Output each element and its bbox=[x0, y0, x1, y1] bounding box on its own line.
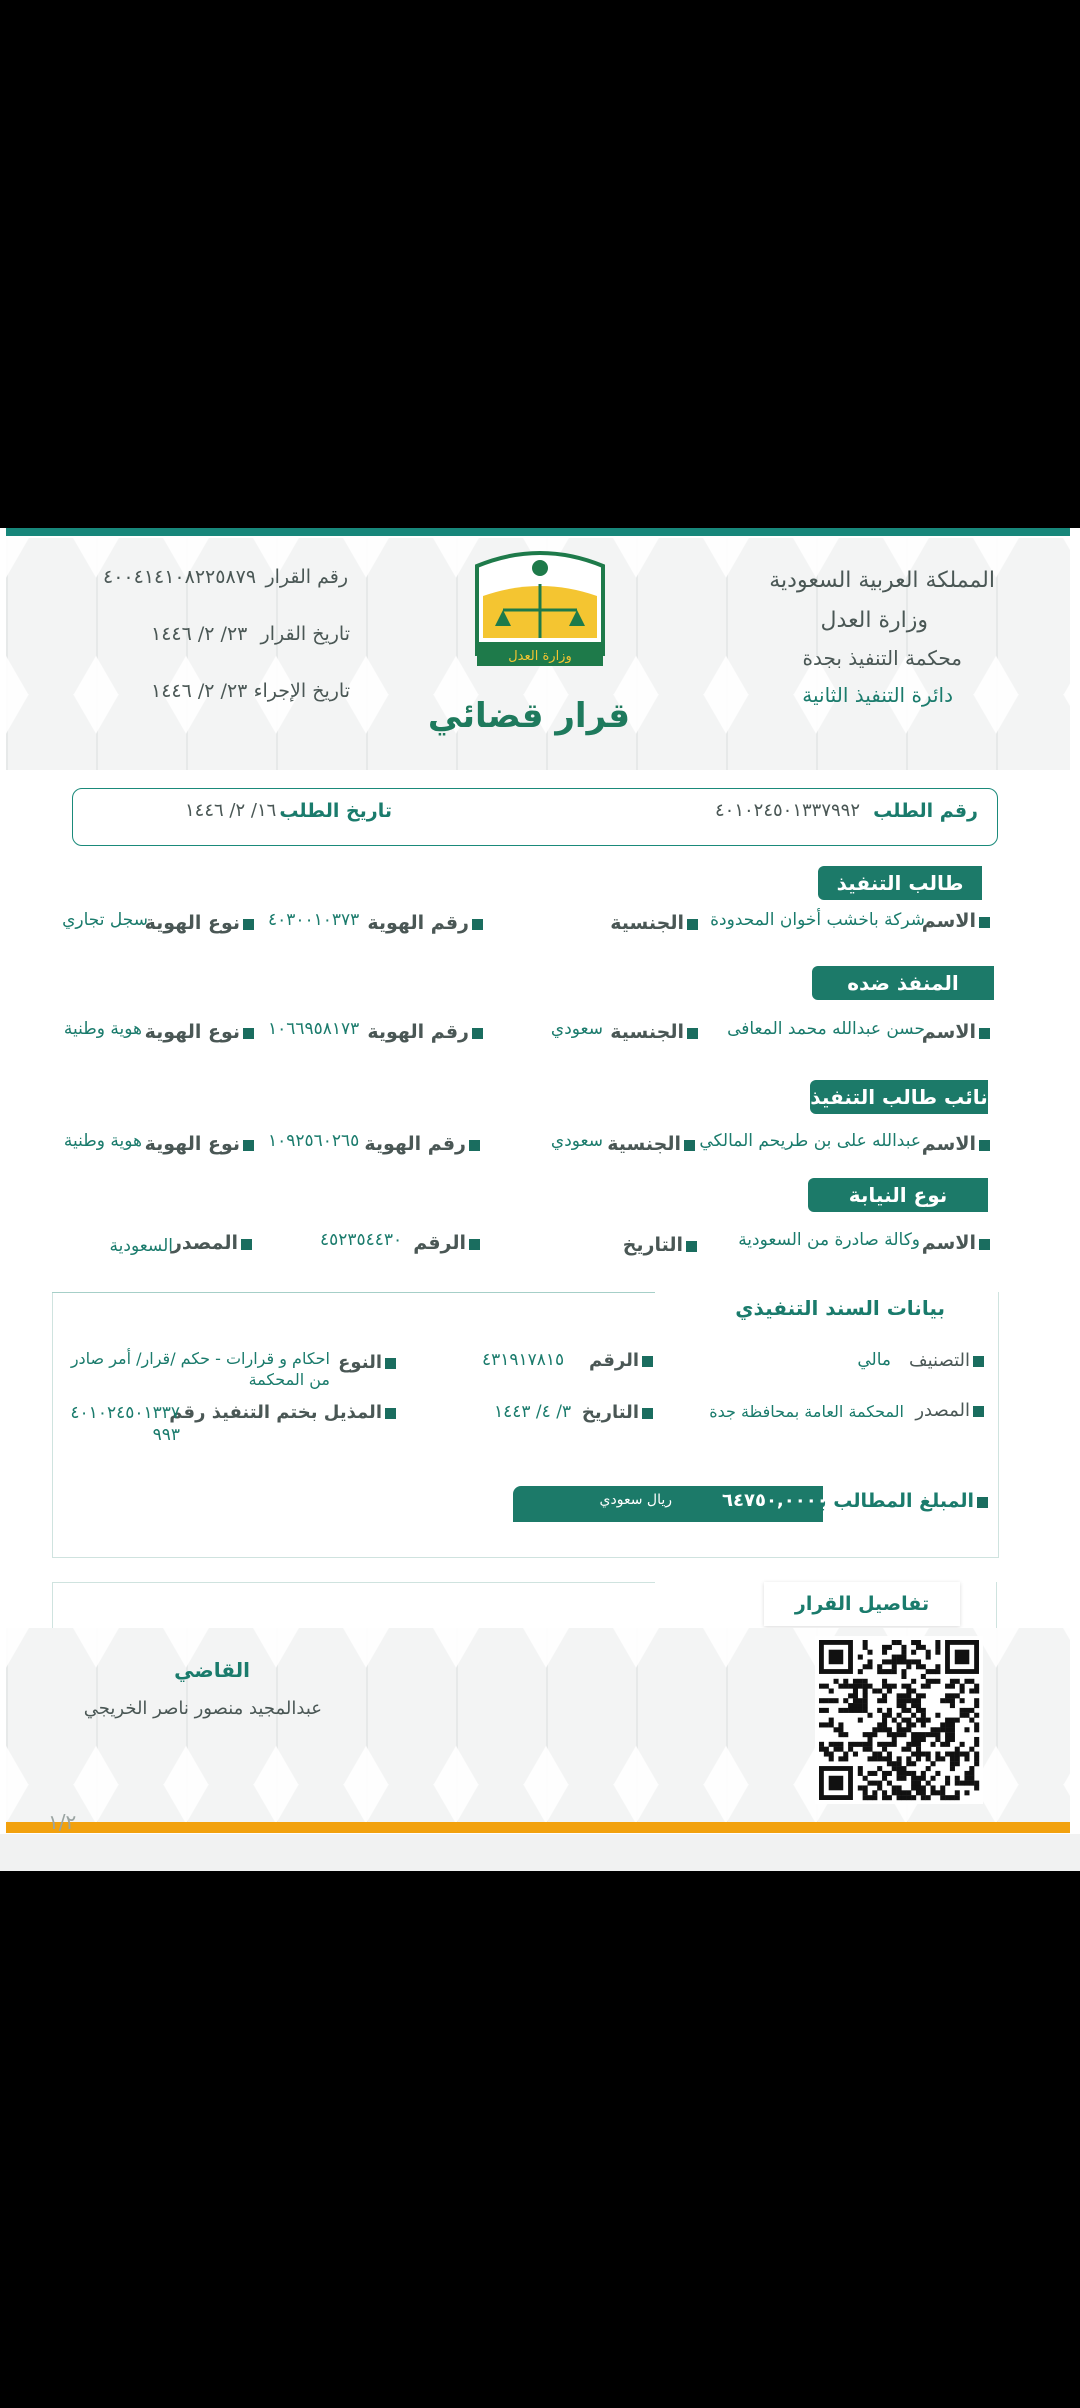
bullet-icon bbox=[243, 1140, 254, 1151]
deputy-id-row: رقم الهوية bbox=[364, 1133, 480, 1155]
court-name: محكمة التنفيذ بجدة bbox=[802, 646, 962, 670]
bond-number-row: الرقم bbox=[589, 1350, 653, 1371]
bullet-icon bbox=[472, 1028, 483, 1039]
applicant-name-row: الاسم bbox=[922, 910, 990, 932]
procedure-date-label: تاريخ الإجراء bbox=[253, 680, 350, 702]
defendant-id: ١٠٦٦٩٥٨١٧٣ bbox=[268, 1019, 360, 1039]
page-bottom-strip bbox=[0, 1834, 1080, 1871]
applicant-idtype-row: نوع الهوية bbox=[145, 912, 254, 934]
amount-currency: ريال سعودي bbox=[599, 1492, 672, 1508]
country-name: المملكة العربية السعودية bbox=[769, 568, 995, 593]
bond-class-row: التصنيف bbox=[909, 1350, 984, 1371]
bullet-icon bbox=[979, 1140, 990, 1151]
logo-text: وزارة العدل bbox=[508, 649, 572, 664]
decision-date-value: ٢٣/ ٢/ ١٤٤٦ bbox=[151, 623, 248, 645]
bullet-icon bbox=[385, 1358, 396, 1369]
decision-tab: تفاصيل القرار bbox=[764, 1582, 960, 1626]
bullet-icon bbox=[973, 1356, 984, 1367]
deputy-name: عبدالله على بن طريحم المالكي bbox=[699, 1131, 921, 1151]
bullet-icon bbox=[979, 1028, 990, 1039]
defendant-name-row: الاسم bbox=[922, 1021, 990, 1043]
bullet-icon bbox=[243, 919, 254, 930]
deputy-nationality: سعودي bbox=[550, 1131, 603, 1151]
section-applicant: طالب التنفيذ bbox=[818, 866, 982, 900]
bottom-gold-bar bbox=[6, 1822, 1070, 1833]
applicant-idtype: سجل تجاري bbox=[62, 910, 148, 930]
bond-type-row: النوع bbox=[338, 1352, 396, 1373]
bullet-icon bbox=[977, 1497, 988, 1508]
request-no-label: رقم الطلب bbox=[873, 800, 978, 822]
bullet-icon bbox=[469, 1239, 480, 1250]
rep-source: السعودية bbox=[109, 1236, 173, 1256]
bond-number: ٤٣١٩١٧٨١٥ bbox=[482, 1350, 565, 1370]
defendant-idtype-row: نوع الهوية bbox=[145, 1021, 254, 1043]
bullet-icon bbox=[973, 1406, 984, 1417]
section-representation: نوع النيابة bbox=[808, 1178, 988, 1212]
doc-title: قرار قضائي bbox=[427, 696, 630, 736]
defendant-nationality: سعودي bbox=[550, 1019, 603, 1039]
amount-value: ٦٤٧٥٠,٠٠٠٠ bbox=[722, 1490, 828, 1511]
judge-name: عبدالمجيد منصور ناصر الخريجي bbox=[83, 1698, 322, 1719]
bond-section-title: بيانات السند التنفيذي bbox=[735, 1296, 945, 1320]
section-deputy: نائب طالب التنفيذ bbox=[810, 1080, 988, 1114]
bond-date: ٣/ ٤/ ١٤٤٣ bbox=[494, 1402, 572, 1422]
rep-number: ٤٥٢٣٥٤٤٣٠ bbox=[320, 1230, 403, 1250]
judge-label: القاضي bbox=[174, 1658, 250, 1682]
bond-stamped-row: المذيل بختم التنفيذ رقم bbox=[169, 1402, 396, 1423]
bond-stamped: ٤٠١٠٢٤٥٠١٣٣٧٩٩٣ bbox=[70, 1403, 180, 1445]
rep-date-row: التاريخ bbox=[623, 1234, 697, 1256]
bullet-icon bbox=[686, 1241, 697, 1252]
bond-class: مالي bbox=[857, 1350, 891, 1370]
ministry-logo bbox=[473, 546, 607, 674]
applicant-nationality-row: الجنسية bbox=[610, 912, 698, 934]
defendant-id-row: رقم الهوية bbox=[367, 1021, 483, 1043]
bullet-icon bbox=[684, 1140, 695, 1151]
bond-source: المحكمة العامة بمحافظة جدة bbox=[709, 1402, 904, 1421]
procedure-date-value: ٢٣/ ٢/ ١٤٤٦ bbox=[151, 680, 248, 702]
decision-date-label: تاريخ القرار bbox=[260, 623, 350, 645]
bullet-icon bbox=[469, 1140, 480, 1151]
decision-right-border bbox=[996, 1582, 997, 1632]
deputy-nationality-row: الجنسية bbox=[607, 1133, 695, 1155]
rep-name: وكالة صادرة من السعودية bbox=[738, 1230, 920, 1250]
circuit-name: دائرة التنفيذ الثانية bbox=[802, 683, 953, 707]
top-accent-bar bbox=[6, 528, 1070, 536]
bullet-icon bbox=[241, 1239, 252, 1250]
decision-left-border bbox=[52, 1582, 53, 1632]
bullet-icon bbox=[687, 1028, 698, 1039]
section-defendant: المنفذ ضده bbox=[812, 966, 994, 1000]
request-date-value: ١٦/ ٢/ ١٤٤٦ bbox=[185, 800, 277, 821]
bullet-icon bbox=[642, 1356, 653, 1367]
applicant-id: ٤٠٣٠٠١٠٣٧٣ bbox=[268, 910, 360, 930]
deputy-name-row: الاسم bbox=[922, 1133, 990, 1155]
bullet-icon bbox=[687, 919, 698, 930]
bond-type: احكام و قرارات - حكم /قرار/ أمر صادر من المحكمة bbox=[70, 1349, 330, 1389]
bullet-icon bbox=[979, 917, 990, 928]
rep-number-row: الرقم bbox=[413, 1232, 480, 1254]
bullet-icon bbox=[385, 1408, 396, 1419]
ministry-name: وزارة العدل bbox=[820, 608, 928, 633]
defendant-nationality-row: الجنسية bbox=[610, 1021, 698, 1043]
deputy-idtype-row: نوع الهوية bbox=[145, 1133, 254, 1155]
defendant-idtype: هوية وطنية bbox=[63, 1019, 142, 1039]
bond-top-line bbox=[52, 1292, 655, 1293]
request-no-value: ٤٠١٠٢٤٥٠١٣٣٧٩٩٢ bbox=[715, 800, 861, 821]
decision-no-value: ٤٠٠٤١٤١٠٨٢٢٥٨٧٩ bbox=[103, 566, 257, 588]
request-date-label: تاريخ الطلب bbox=[279, 800, 392, 822]
document-page bbox=[0, 528, 1080, 1871]
decision-divider bbox=[52, 1582, 655, 1583]
applicant-name: شركة باخشب أخوان المحدودة bbox=[710, 910, 925, 930]
bullet-icon bbox=[472, 919, 483, 930]
bond-source-row: المصدر bbox=[915, 1400, 984, 1421]
rep-name-row: الاسم bbox=[922, 1232, 990, 1254]
applicant-id-row: رقم الهوية bbox=[367, 912, 483, 934]
bullet-icon bbox=[243, 1028, 254, 1039]
amount-row: المبلغ المطالب به bbox=[808, 1490, 988, 1512]
deputy-id: ١٠٩٢٥٦٠٢٦٥ bbox=[268, 1131, 360, 1151]
deputy-idtype: هوية وطنية bbox=[63, 1131, 142, 1151]
decision-no-label: رقم القرار bbox=[265, 566, 348, 588]
defendant-name: حسن عبدالله محمد المعافى bbox=[727, 1019, 925, 1039]
bond-date-row: التاريخ bbox=[582, 1402, 653, 1423]
bullet-icon bbox=[979, 1239, 990, 1250]
bullet-icon bbox=[642, 1408, 653, 1419]
rep-source-row: المصدر bbox=[171, 1232, 252, 1254]
page-number: ١/٢ bbox=[48, 1810, 77, 1834]
qr-code bbox=[815, 1636, 983, 1804]
